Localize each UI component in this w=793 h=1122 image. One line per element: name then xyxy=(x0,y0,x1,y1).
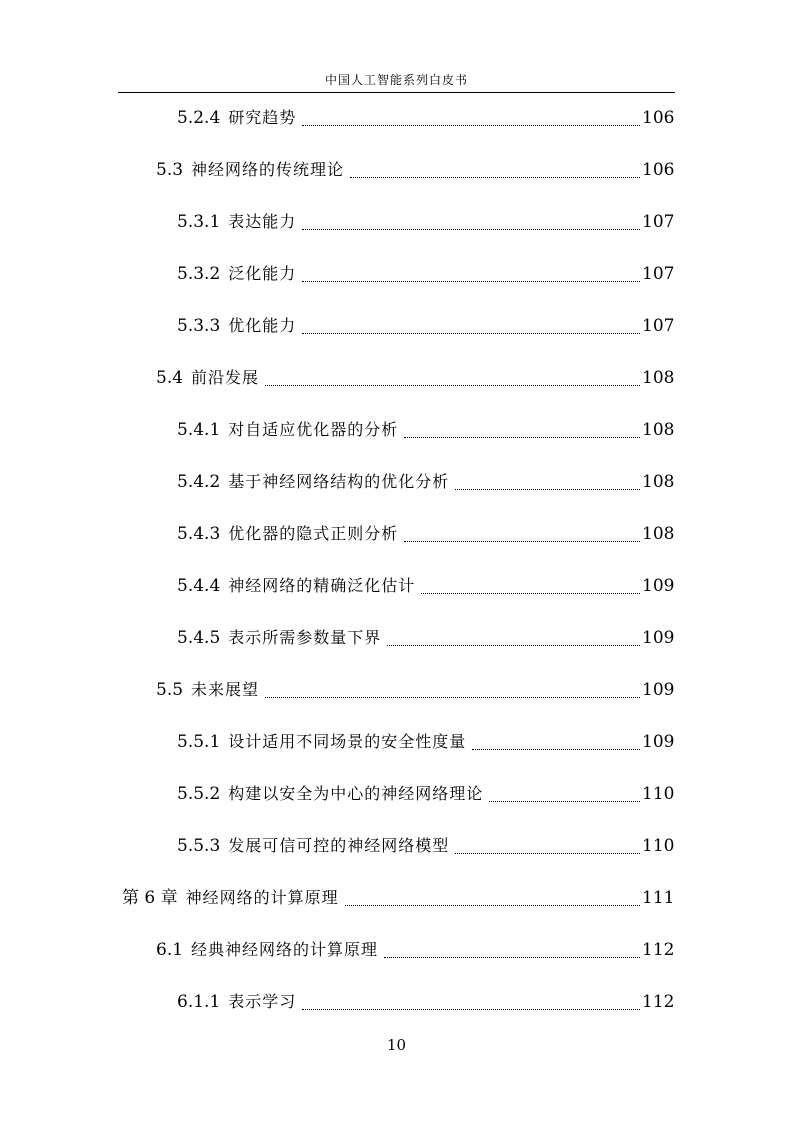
dot-leader xyxy=(302,333,640,334)
toc-entry[interactable] xyxy=(0,469,673,495)
toc-entry-page: 107 xyxy=(642,264,675,284)
toc-entry-number: 5.4.1 xyxy=(177,420,221,440)
dot-leader xyxy=(265,385,640,386)
toc-entry[interactable] xyxy=(0,677,673,703)
dot-leader xyxy=(302,281,640,282)
toc-entry[interactable] xyxy=(0,313,673,339)
toc-entry-title: 优化能力 xyxy=(228,316,297,335)
dot-leader xyxy=(384,957,640,958)
toc-entry-number: 5.5.3 xyxy=(177,836,221,856)
toc-entry-page: 106 xyxy=(642,108,675,128)
toc-entry-page: 108 xyxy=(642,368,675,388)
toc-entry-title: 研究趋势 xyxy=(228,108,297,127)
toc-entry-number: 5.4.5 xyxy=(177,628,221,648)
toc-entry-number: 6.1 xyxy=(156,940,184,960)
toc-entry-page: 112 xyxy=(642,940,675,960)
toc-entry-number: 5.5 xyxy=(156,680,184,700)
toc-entry-page: 106 xyxy=(642,160,675,180)
toc-entry[interactable] xyxy=(0,105,673,131)
dot-leader xyxy=(350,177,640,178)
dot-leader xyxy=(455,853,640,854)
toc-entry-title: 基于神经网络结构的优化分析 xyxy=(228,472,450,491)
toc-entry-title: 神经网络的传统理论 xyxy=(191,160,345,179)
toc-entry-title: 泛化能力 xyxy=(228,264,297,283)
toc-entry-title: 表示所需参数量下界 xyxy=(228,628,382,647)
toc-entry-number: 5.4.3 xyxy=(177,524,221,544)
running-header: 中国人工智能系列白皮书 xyxy=(324,73,468,87)
toc-entry-page: 109 xyxy=(642,680,675,700)
toc-entry[interactable] xyxy=(0,781,673,807)
toc-entry-page: 109 xyxy=(642,628,675,648)
toc-entry-number: 5.3 xyxy=(156,160,184,180)
toc-entry-page: 109 xyxy=(642,576,675,596)
dot-leader xyxy=(302,125,640,126)
toc-entry-title: 前沿发展 xyxy=(191,368,260,387)
toc-entry-page: 108 xyxy=(642,420,675,440)
toc-entry-number: 5.2.4 xyxy=(177,108,221,128)
toc-entry-title: 表达能力 xyxy=(228,212,297,231)
toc-entry-title: 设计适用不同场景的安全性度量 xyxy=(228,732,467,751)
toc-entry[interactable] xyxy=(0,157,673,183)
toc-entry[interactable] xyxy=(0,625,673,651)
toc-entry-page: 110 xyxy=(642,784,675,804)
toc-entry[interactable] xyxy=(0,885,673,911)
toc-entry-title: 表示学习 xyxy=(228,992,297,1011)
toc-entry[interactable] xyxy=(0,521,673,547)
dot-leader xyxy=(404,541,640,542)
toc-entry[interactable] xyxy=(0,573,673,599)
toc-entry-number: 5.3.1 xyxy=(177,212,221,232)
toc-entry-title: 优化器的隐式正则分析 xyxy=(228,524,399,543)
toc-entry-title: 神经网络的计算原理 xyxy=(185,888,339,907)
toc-entry-number: 5.3.3 xyxy=(177,316,221,336)
toc-entry-page: 107 xyxy=(642,212,675,232)
dot-leader xyxy=(345,905,640,906)
dot-leader xyxy=(265,697,640,698)
toc-entry-title: 经典神经网络的计算原理 xyxy=(191,940,379,959)
header-rule xyxy=(118,92,675,93)
toc-entry[interactable] xyxy=(0,729,673,755)
toc-entry-number: 5.4.2 xyxy=(177,472,221,492)
toc-entry-title: 未来展望 xyxy=(191,680,260,699)
toc-entry-number: 5.4 xyxy=(156,368,184,388)
toc-entry[interactable] xyxy=(0,989,673,1015)
toc-entry-page: 110 xyxy=(642,836,675,856)
dot-leader xyxy=(472,749,640,750)
toc-entry-title: 发展可信可控的神经网络模型 xyxy=(228,836,450,855)
toc-entry-title: 对自适应优化器的分析 xyxy=(228,420,399,439)
toc-entry-title: 神经网络的精确泛化估计 xyxy=(228,576,416,595)
toc-entry[interactable] xyxy=(0,209,673,235)
toc-entry-number: 5.4.4 xyxy=(177,576,221,596)
toc-entry-page: 108 xyxy=(642,524,675,544)
toc-entry-number: 5.5.2 xyxy=(177,784,221,804)
toc-entry-page: 111 xyxy=(642,888,675,908)
dot-leader xyxy=(302,1009,640,1010)
dot-leader xyxy=(421,593,640,594)
toc-entry-number: 5.5.1 xyxy=(177,732,221,752)
toc-entry[interactable] xyxy=(0,261,673,287)
toc-entry-title: 构建以安全为中心的神经网络理论 xyxy=(228,784,484,803)
toc-entry-page: 112 xyxy=(642,992,675,1012)
toc-entry-page: 108 xyxy=(642,472,675,492)
toc-entry-number: 5.3.2 xyxy=(177,264,221,284)
toc-entry[interactable] xyxy=(0,833,673,859)
dot-leader xyxy=(455,489,640,490)
toc-entry[interactable] xyxy=(0,365,673,391)
toc-entry-page: 107 xyxy=(642,316,675,336)
dot-leader xyxy=(387,645,640,646)
toc-entry[interactable] xyxy=(0,417,673,443)
dot-leader xyxy=(404,437,640,438)
toc-entry-page: 109 xyxy=(642,732,675,752)
toc-entry[interactable] xyxy=(0,937,673,963)
page-number: 10 xyxy=(386,1036,407,1054)
toc-entry-number: 第 6 章 xyxy=(122,888,178,908)
dot-leader xyxy=(489,801,640,802)
dot-leader xyxy=(302,229,640,230)
toc-entry-number: 6.1.1 xyxy=(177,992,221,1012)
